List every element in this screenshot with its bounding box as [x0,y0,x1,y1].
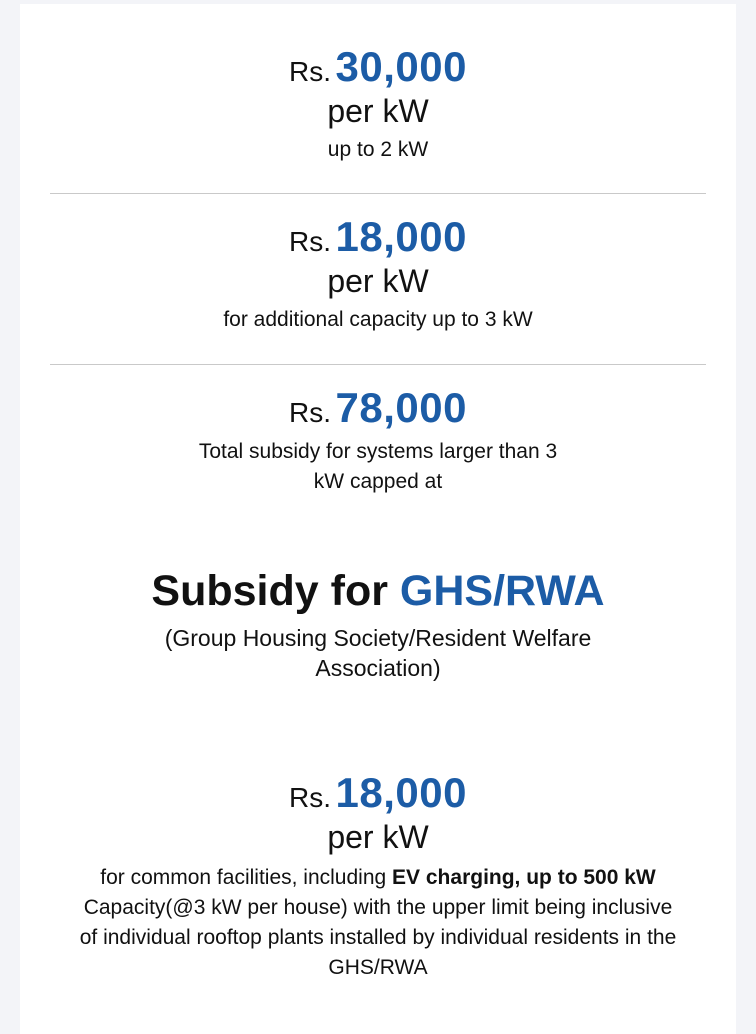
amount-value: 78,000 [335,384,467,431]
tier-2-price [20,213,736,260]
subtitle-line2: Association) [315,655,441,681]
unit-label: per kW [327,263,429,299]
amount-value: 18,000 [335,769,467,816]
unit-label: per kW [327,93,429,129]
ghs-price [20,769,736,816]
tier-note-line1: Total subsidy for systems larger than 3 [198,440,558,463]
currency-label: Rs. [289,782,332,813]
ghs-section-header [20,567,736,683]
divider [50,364,706,365]
ghs-tier [20,769,736,983]
section-heading [20,567,736,615]
unit-label: per kW [327,819,429,855]
tier-note: for additional capacity up to 3 kW [223,308,533,332]
divider [50,193,706,194]
currency-label: Rs. [289,397,332,428]
heading-prefix: Subsidy for [151,567,400,615]
currency-label: Rs. [289,56,332,87]
tier-3 [20,384,736,497]
tier-note: up to 2 kW [327,138,429,162]
tier-1 [20,43,736,165]
subsidy-card [20,4,736,1034]
amount-value: 30,000 [335,43,467,90]
subtitle-line1: (Group Housing Society/Resident Welfare [164,625,592,651]
tier-2 [20,213,736,335]
tier-3-price [20,384,736,431]
amount-value: 18,000 [335,213,467,260]
currency-label: Rs. [289,226,332,257]
ghs-note [20,863,736,983]
note-text-continued: Capacity(@3 kW per house) with the upper limit being inclusive of individual rooftop plants installed by individual residents in the GHS/RWA [79,896,677,980]
note-emphasis: EV charging, up to 500 kW [392,866,656,890]
tier-note [20,437,736,497]
tier-1-price [20,43,736,90]
section-subtitle [20,623,736,683]
tier-note-line2: kW capped at [313,470,443,493]
heading-accent: GHS/RWA [399,567,605,615]
note-text: for common facilities, including [100,866,393,890]
